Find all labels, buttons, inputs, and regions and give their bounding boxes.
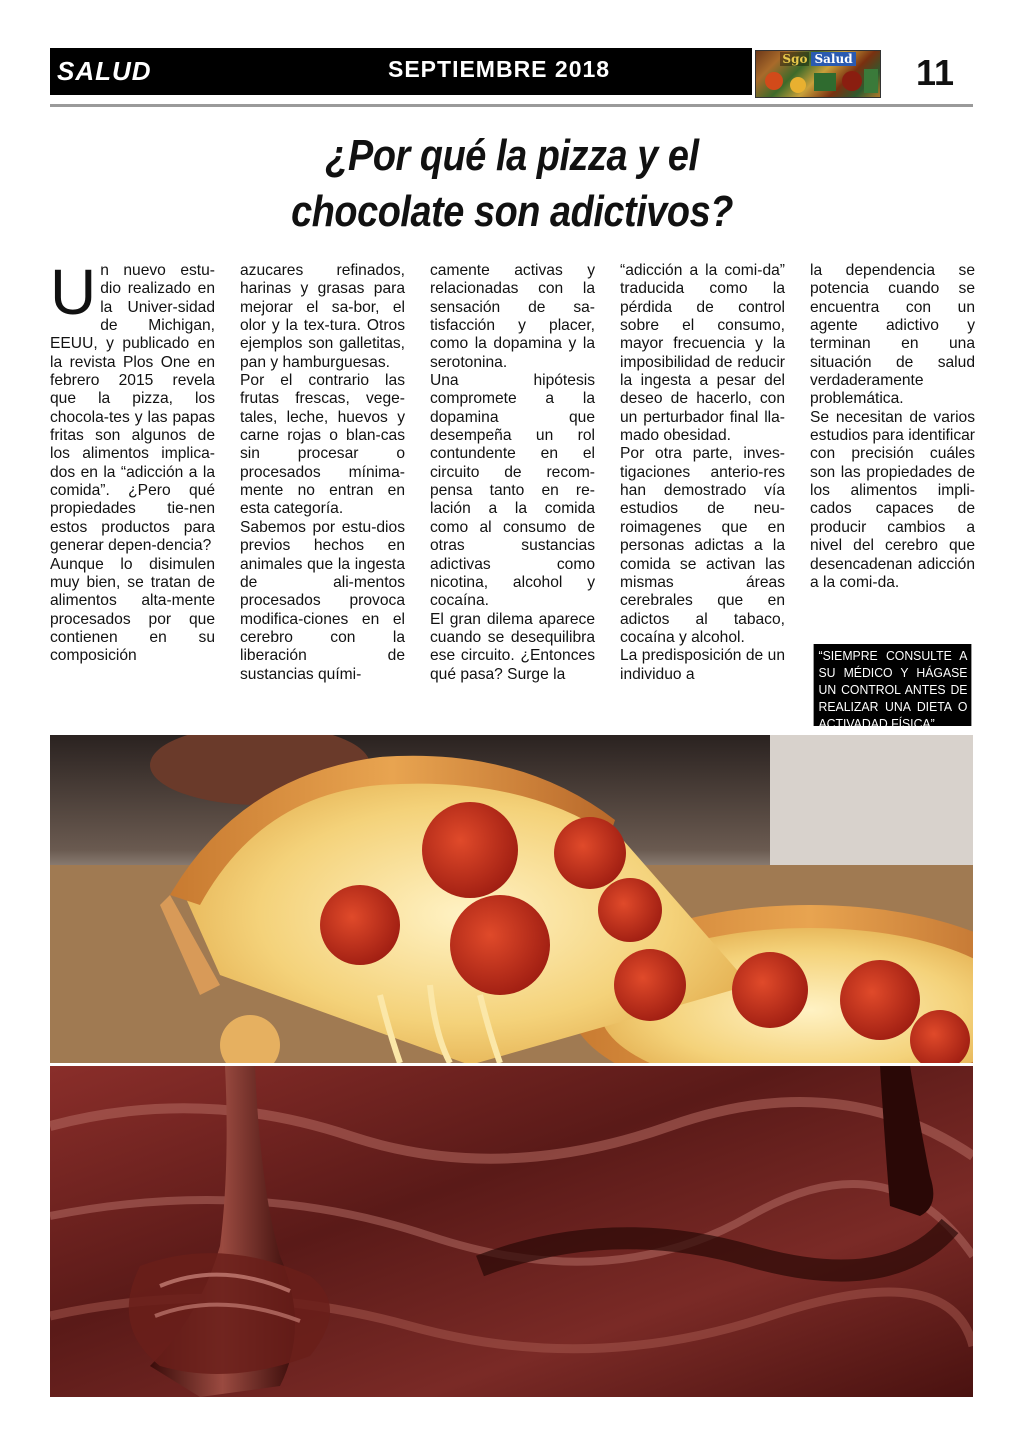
logo-text [756, 51, 880, 67]
article-column-4 [620, 262, 785, 684]
paragraph: Aunque lo disimulen muy bien, se tratan de alimentos alta-mente procesados por que contienen en su composición [50, 555, 215, 665]
publication-logo [755, 50, 881, 98]
article-column-5 [810, 262, 975, 592]
issue-date [300, 56, 740, 83]
paragraph: azucares refinados, harinas y grasas para mejorar el sa-bor, el olor y la tex-tura. Otros ejemplos son galletitas, pan y hamburguesas. [240, 262, 405, 371]
drop-cap: U [50, 256, 97, 328]
pizza-photo [50, 735, 973, 1063]
paragraph: “adicción a la comi-da” traducida como la pérdida de control sobre el consumo, mayor frecuencia y la imposibilidad de reducir la ingesta a pesar del deseo de hacerlo, con un perturbador final lla-mado obesidad. [620, 262, 785, 445]
logo-part1: Sgo [782, 52, 808, 66]
melted-chocolate-icon [50, 1066, 973, 1397]
pizza-photo-icon [50, 735, 973, 1063]
article-column-3 [430, 262, 595, 684]
paragraph: La predisposición de un individuo a [620, 647, 785, 683]
paragraph: Por el contrario las frutas frescas, vege-tales, leche, huevos y carne rojas o blan-cas sin procesar o procesados mínima-mente no entran en esta categoría. [240, 372, 405, 518]
chocolate-photo [50, 1066, 973, 1397]
logo-part2: Salud [811, 52, 855, 66]
paragraph: n nuevo estu-dio realizado en la Univer-sidad de Michigan, EEUU, y publicado en la revista Plos One en febrero 2015 revela que la pizza, los chocola-tes y las papas fritas son algunos de los alimentos implica-dos en la “adicción a la comida”. ¿Pero qué propiedades tie-nen estos productos para generar depen-dencia? [50, 262, 215, 555]
page-number: 11 [915, 52, 955, 93]
paragraph: Sabemos por estu-dios previos hechos en animales que la ingesta de ali-mentos procesados provoca modifica-ciones en el cerebro con la liberación de sustancias quími- [240, 518, 405, 683]
article-title-line2: chocolate son adictivos? [291, 187, 733, 236]
paragraph: camente activas y relacionadas con la sensación de sa-tisfacción y placer, como la dopamina y la serotonina. [430, 262, 595, 371]
paragraph: la dependencia se potencia cuando se encuentra con un agente adictivo y terminan en una situación de salud verdaderamente problemática. [810, 262, 975, 408]
paragraph: El gran dilema aparece cuando se desequilibra ese circuito. ¿Entonces qué pasa? Surge la [430, 610, 595, 683]
article-column-2 [240, 262, 405, 684]
paragraph: Una hipótesis compromete a la dopamina que desempeña un rol contundente en el circuito de recom-pensa tanto en re-lación a la comida como al consumo de otras sustancias adictivas como nicotina, alcohol y cocaína. [430, 372, 595, 610]
header-divider [50, 104, 973, 107]
issue-date-text: SEPTIEMBRE 2018 [388, 56, 611, 82]
paragraph: Por otra parte, inves-tigaciones anterio-res han demostrado vía estudios de neu-roimagenes que en personas adictas a la comida se activan las mismas áreas cerebrales que en adictos al tabaco, cocaína y alcohol. [620, 445, 785, 646]
article-title [226, 128, 797, 240]
article-title-line1: ¿Por qué la pizza y el [325, 131, 699, 180]
paragraph: Se necesitan de varios estudios para identificar con precisión cuáles son las propiedades de los alimentos impli-cados capaces de producir cambios a nivel del cerebro que desencadenan adicción a la comi-da. [810, 408, 975, 591]
article-column-1 [50, 256, 215, 666]
section-label: SALUD [57, 56, 152, 86]
health-advice-box: “SIEMPRE CONSULTE A SU MÉDICO Y HÁGASE UN CONTROL ANTES DE REALIZAR UNA DIETA O ACTIVADAD FÍSICA” [814, 644, 972, 726]
